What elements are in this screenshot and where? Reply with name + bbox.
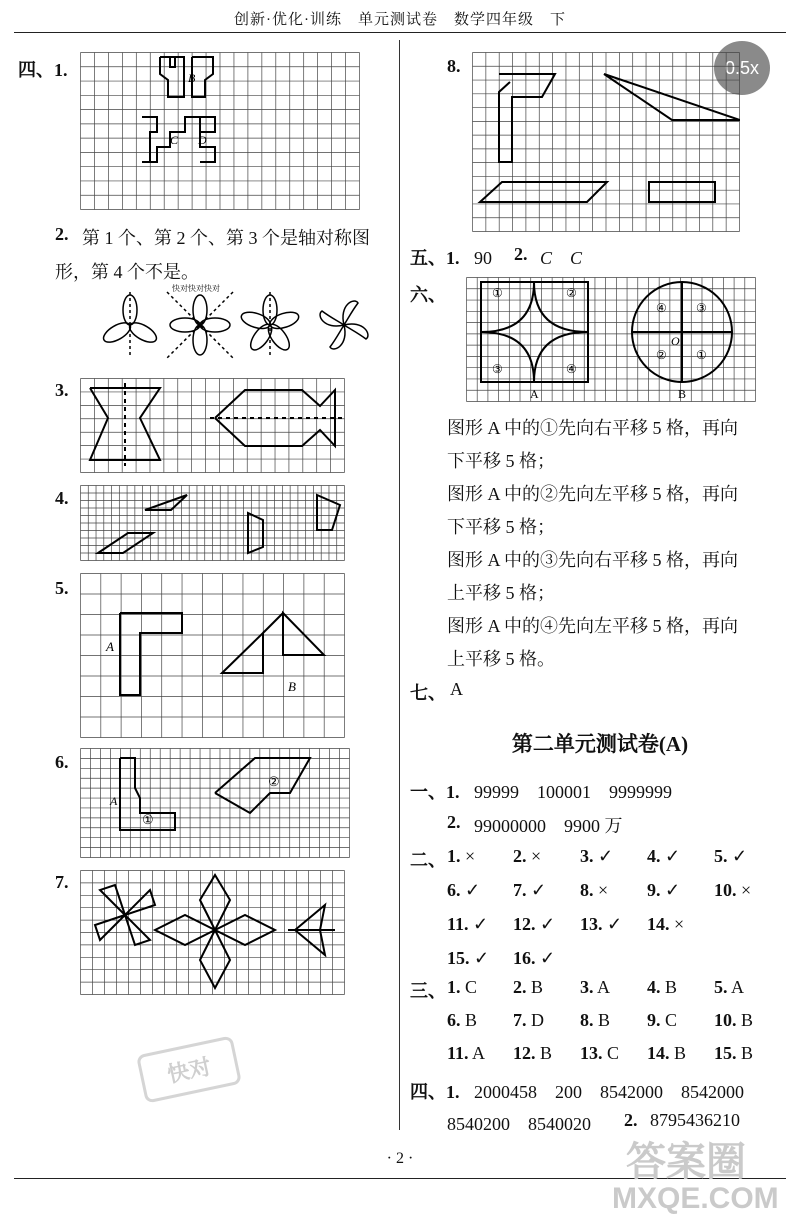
- page-header: 创新·优化·训练 单元测试卷 数学四年级 下: [234, 12, 566, 28]
- answer-item: 8. ×: [580, 880, 609, 900]
- s6-number: 六、: [410, 285, 446, 305]
- answer-item: 13. ✓: [580, 914, 623, 934]
- answer-item: 12. B: [513, 1043, 553, 1063]
- q4-4-grid: [80, 485, 345, 561]
- zoom-button[interactable]: 0.5x: [714, 41, 770, 95]
- answer-item: 12. ✓: [513, 914, 556, 934]
- s6-label-1: ①: [492, 286, 503, 300]
- s5-number: 五、1.: [410, 248, 460, 268]
- u2-s4-line2: 8540200 8540020: [447, 1114, 591, 1134]
- answer-item: 3. A: [580, 977, 611, 997]
- q4-2-flowers: [98, 290, 378, 360]
- s6-label-3: ③: [492, 362, 503, 376]
- fig-label-a6: A: [110, 794, 118, 808]
- u2-s3-number: 三、: [410, 981, 446, 1001]
- s6-line-1: 图形 A 中的①先向右平移 5 格，再向: [447, 418, 739, 438]
- u2-s1-number-2: 2.: [447, 812, 461, 832]
- q4-3-number: 3.: [55, 380, 69, 400]
- q4-2-line2: 形，第 4 个不是。: [55, 262, 199, 282]
- answer-item: 14. B: [647, 1043, 687, 1063]
- answer-item: 7. D: [513, 1010, 544, 1030]
- watermark-site: MXQE.COM: [612, 1182, 779, 1215]
- s5-number-2: 2.: [514, 244, 528, 264]
- q4-8-number: 8.: [447, 56, 461, 76]
- u2-s4-line1: 2000458 200 8542000 8542000: [474, 1082, 744, 1102]
- answer-item: 9. C: [647, 1010, 678, 1030]
- s5-answer-2: C C: [540, 248, 583, 268]
- q4-1-number: 四、1.: [18, 60, 68, 80]
- answer-item: 2. ×: [513, 846, 542, 866]
- fig-label-a: A: [106, 639, 114, 654]
- answer-item: 9. ✓: [647, 880, 681, 900]
- s6-b-label-1: ①: [696, 348, 707, 362]
- answer-item: 1. C: [447, 977, 478, 997]
- fig-label-c: C: [170, 133, 179, 147]
- answer-item: 15. B: [714, 1043, 754, 1063]
- answer-item: 6. ✓: [447, 880, 481, 900]
- fig-label-2: ②: [268, 774, 280, 789]
- answer-item: 3. ✓: [580, 846, 614, 866]
- s6-line-2: 下平移 5 格；: [447, 451, 555, 471]
- s6-b-label-4: ④: [656, 301, 667, 315]
- q4-2-number: 2.: [55, 224, 69, 244]
- column-divider: [399, 40, 400, 1130]
- answer-item: 11. ✓: [447, 914, 489, 934]
- q4-6-number: 6.: [55, 752, 69, 772]
- s5-answer-1: 90: [474, 248, 510, 268]
- u2-s1-line2: 99000000 9900 万: [474, 816, 623, 836]
- s7-number: 七、: [410, 683, 446, 703]
- q4-7-grid: [80, 870, 345, 995]
- s6-b-label-2: ②: [656, 348, 667, 362]
- s6-label-4: ④: [566, 362, 577, 376]
- answer-item: 4. ✓: [647, 846, 681, 866]
- q4-4-number: 4.: [55, 488, 69, 508]
- answer-item: 4. B: [647, 977, 678, 997]
- answer-item: 2. B: [513, 977, 544, 997]
- fig-label-b: B: [188, 71, 196, 85]
- s6-fig-b: B: [678, 387, 687, 401]
- s6-line-8: 上平移 5 格。: [447, 649, 555, 669]
- q4-2-line1: 第 1 个、第 2 个、第 3 个是轴对称图: [82, 228, 370, 248]
- s6-center-o: O: [671, 334, 680, 348]
- answer-item: 5. ✓: [714, 846, 748, 866]
- q4-8-grid: [472, 52, 740, 232]
- answer-item: 6. B: [447, 1010, 478, 1030]
- section-title: 第二单元测试卷(A): [511, 732, 689, 756]
- q4-2-tiny-text: 快对快对快对: [172, 284, 220, 293]
- q4-1-grid: [80, 52, 360, 210]
- fig-label-d: D: [198, 133, 207, 147]
- u2-s4-line2b: 8795436210: [650, 1110, 740, 1130]
- answer-item: 5. A: [714, 977, 745, 997]
- u2-s2-number: 二、: [410, 850, 446, 870]
- answer-item: 10. ×: [714, 880, 752, 900]
- answer-item: 13. C: [580, 1043, 620, 1063]
- fig-label-b5: B: [288, 679, 296, 694]
- s6-grid: [466, 277, 756, 402]
- u2-s4-number-2: 2.: [624, 1110, 638, 1130]
- u2-s1-line1: 99999 100001 9999999: [474, 782, 672, 802]
- answer-item: 10. B: [714, 1010, 754, 1030]
- u2-s4-number: 四、1.: [410, 1082, 460, 1102]
- s7-answer: A: [450, 679, 463, 699]
- fig-label-1: ①: [142, 812, 154, 827]
- u2-s1-number: 一、1.: [410, 782, 460, 802]
- s6-line-3: 图形 A 中的②先向左平移 5 格，再向: [447, 484, 739, 504]
- symmetric-flowers-figure: [98, 290, 378, 360]
- s6-label-2: ②: [566, 286, 577, 300]
- s6-b-label-3: ③: [696, 301, 707, 315]
- q4-3-grid: [80, 378, 345, 473]
- q4-5-grid: [80, 573, 345, 738]
- watermark-logo: 答案圈: [626, 1140, 746, 1184]
- page-number: · 2 ·: [386, 1150, 414, 1167]
- answer-item: 8. B: [580, 1010, 611, 1030]
- q4-5-number: 5.: [55, 578, 69, 598]
- q4-7-number: 7.: [55, 872, 69, 892]
- s6-line-5: 图形 A 中的③先向右平移 5 格，再向: [447, 550, 739, 570]
- answer-item: 11. A: [447, 1043, 486, 1063]
- answer-item: 15. ✓: [447, 948, 490, 968]
- answer-item: 14. ×: [647, 914, 685, 934]
- q4-6-grid: [80, 748, 350, 858]
- s6-line-4: 下平移 5 格；: [447, 517, 555, 537]
- answer-item: 7. ✓: [513, 880, 547, 900]
- s6-line-6: 上平移 5 格；: [447, 583, 555, 603]
- answer-item: 16. ✓: [513, 948, 556, 968]
- answer-item: 1. ×: [447, 846, 476, 866]
- s6-fig-a: A: [530, 387, 539, 401]
- header-rule: [14, 32, 786, 33]
- s6-line-7: 图形 A 中的④先向左平移 5 格，再向: [447, 616, 739, 636]
- watermark-brand: 快对: [136, 1035, 242, 1103]
